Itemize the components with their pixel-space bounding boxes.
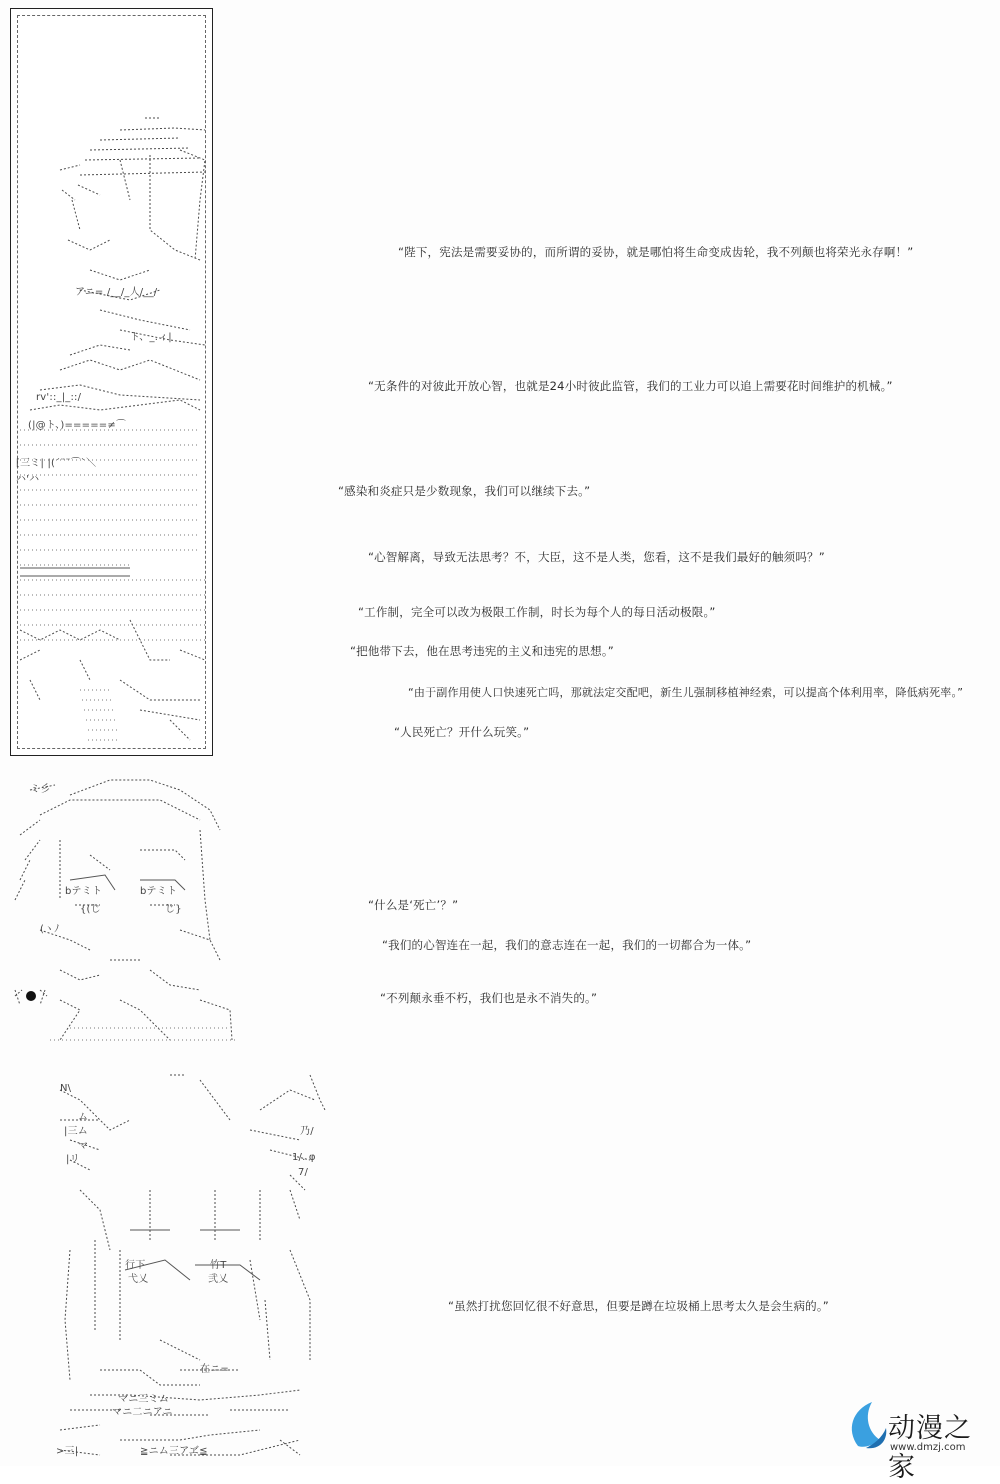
ascii-glyph: 弋乂 xyxy=(128,1274,149,1285)
ascii-glyph: 7/ xyxy=(298,1167,309,1178)
ascii-figure-face xyxy=(15,780,235,1040)
dialogue-line: “由于副作用使人口快速死亡吗，那就法定交配吧，新生儿强制移植神经索，可以提高个体利用率，降低病死率。” xyxy=(408,686,964,699)
site-logo xyxy=(842,1398,992,1483)
dialogue-line: “心智解离，导致无法思考？不，大臣，这不是人类，您看，这不是我们最好的触须吗？” xyxy=(368,550,825,564)
ascii-glyph: ト、_.ィ| xyxy=(130,332,172,343)
ascii-glyph: アニ= /__/_人/__/ xyxy=(75,287,158,298)
eye-dot-icon xyxy=(26,991,36,1001)
ascii-glyph: 弐乂 xyxy=(208,1274,229,1285)
ascii-glyph: (|@ト、)=====≠⌒ xyxy=(28,420,127,431)
ascii-glyph: ≧ニム三アヹ≦ xyxy=(140,1446,208,1457)
ascii-glyph: ム xyxy=(78,1112,89,1123)
ascii-glyph: マニ二ニアニ xyxy=(112,1407,173,1418)
ascii-glyph: 乃/ xyxy=(300,1126,314,1137)
ascii-figure-large xyxy=(60,1075,325,1455)
dialogue-line: “感染和炎症只是少数现象，我们可以继续下去。” xyxy=(338,484,591,498)
ascii-glyph: ミ彡 xyxy=(30,784,51,795)
dialogue-line: “陛下，宪法是需要妥协的，而所谓的妥协，就是哪怕将生命变成齿轮，我不列颠也将荣光永存啊！” xyxy=(398,245,914,259)
ascii-glyph: [三ミ| |(´¨¨⌒`＼ xyxy=(16,458,97,469)
ascii-glyph: マニ三ミム xyxy=(118,1394,169,1405)
ascii-glyph: じ} xyxy=(165,904,182,915)
dialogue-line: “无条件的对彼此开放心智，也就是24小时彼此监管，我们的工业力可以追上需要花时间维护的机械。” xyxy=(368,379,893,393)
logo-url: www.dmzj.com xyxy=(890,1442,966,1453)
ascii-glyph: 竹T xyxy=(210,1260,227,1271)
ascii-glyph: 行下 xyxy=(125,1260,146,1271)
ascii-glyph: |三ム xyxy=(64,1126,88,1137)
ascii-glyph: マ xyxy=(78,1141,89,1152)
dialogue-line: “把他带下去，他在思考违宪的主义和违宪的思想。” xyxy=(350,644,614,658)
ascii-glyph: |リ xyxy=(66,1154,80,1165)
ascii-glyph: (ヽﾉ xyxy=(40,924,60,935)
ascii-glyph: >三| xyxy=(56,1446,79,1457)
dialogue-line: “什么是‘死亡’？” xyxy=(368,898,459,912)
dialogue-line: “人民死亡？开什么玩笑。” xyxy=(394,725,530,739)
ascii-glyph: bテミト xyxy=(65,886,103,897)
ascii-glyph: ハ'ハ xyxy=(16,474,40,485)
ascii-glyph: {(じ xyxy=(80,904,101,915)
ascii-glyph: rv'::_|_::/ xyxy=(36,392,82,403)
dialogue-line: “我们的心智连在一起，我们的意志连在一起，我们的一切都合为一体。” xyxy=(382,938,752,952)
ascii-glyph: bテミト xyxy=(140,886,178,897)
logo-name: 动漫之家 xyxy=(888,1413,972,1483)
dialogue-line: “虽然打扰您回忆很不好意思，但要是蹲在垃圾桶上思考太久是会生病的。” xyxy=(448,1299,829,1313)
ascii-glyph: N\ xyxy=(60,1083,72,1094)
dialogue-line: “不列颠永垂不朽，我们也是永不消失的。” xyxy=(380,991,598,1005)
dialogue-line: “工作制，完全可以改为极限工作制，时长为每个人的每日活动极限。” xyxy=(358,605,716,619)
ascii-glyph: 在ニ= xyxy=(200,1364,229,1375)
ascii-glyph: 1/. φ xyxy=(292,1152,316,1163)
